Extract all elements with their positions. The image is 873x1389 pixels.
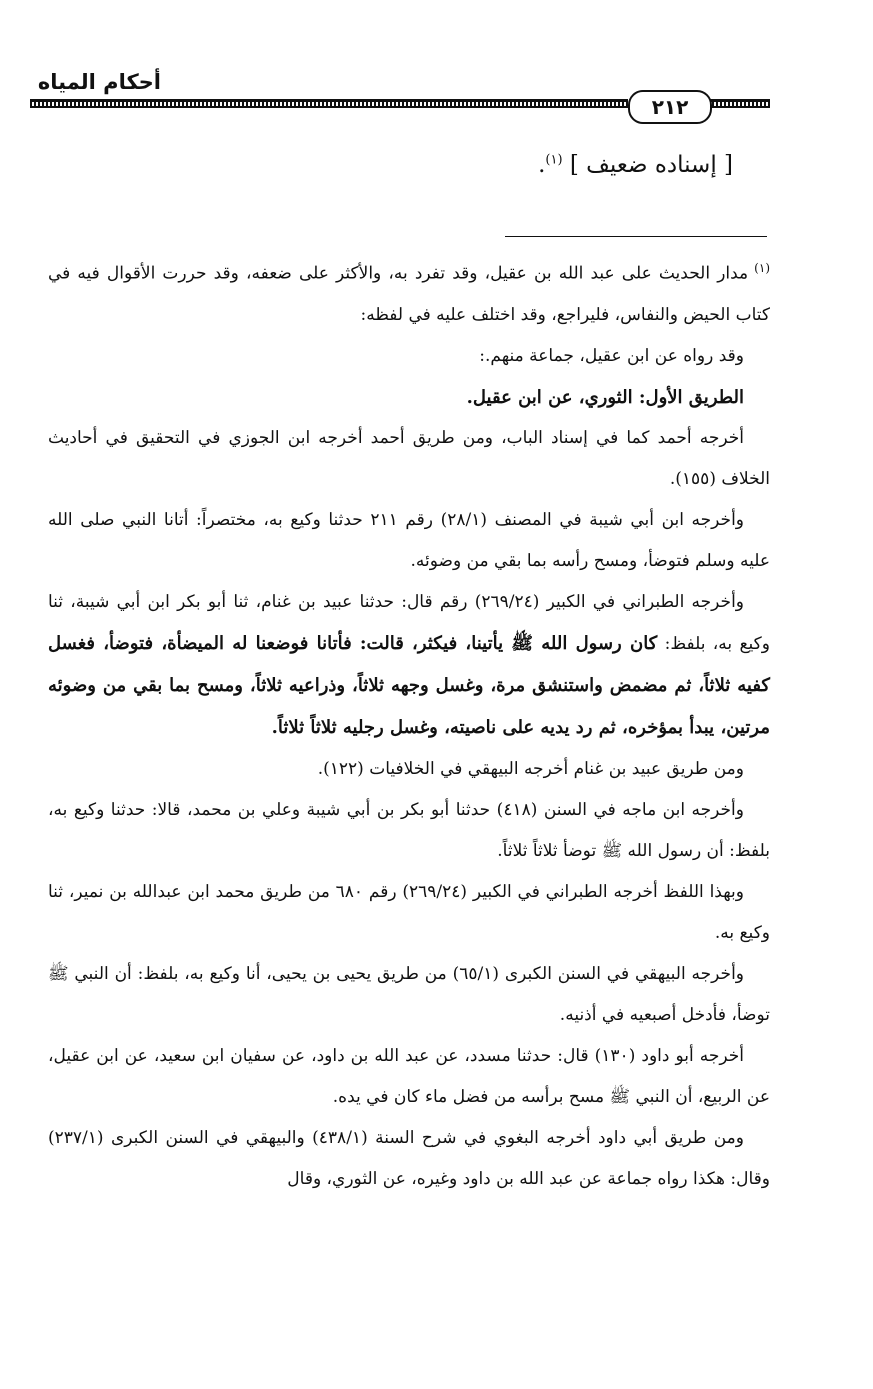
- footnote-text: مدار الحديث على عبد الله بن عقيل، وقد تفرد به، والأكثر على ضعفه، وقد حررت الأقوال فيه في كتاب الحيض والنفاس، فليراجع، وقد اختلف عليه في لفظه:: [48, 263, 770, 325]
- page-number-badge: [628, 90, 712, 124]
- footnote-paragraph: أخرجه أحمد كما في إسناد الباب، ومن طريق أحمد أخرجه ابن الجوزي في التحقيق في أحاديث الخلاف (١٥٥).: [48, 427, 770, 489]
- isnad-end: .: [538, 152, 546, 178]
- footnote-reference: (١): [545, 152, 563, 168]
- footnote-block: [48, 248, 770, 1200]
- page-number: ٢١٢: [651, 95, 689, 119]
- hadith-wording: كان رسول الله ﷺ يأتينا، فيكثر، قالت: فأتانا فوضعنا له الميضأة، فتوضأ، فغسل كفيه ثلاثاً، ثم مضمض واستنشق مرة، وغسل وجهه ثلاثاً، وذراعيه ثلاثاً، ومسح بما بقي من وضوئه مرتين، يبدأ بمؤخره، ثم رد يديه على ناصيته، وغسل رجليه ثلاثاً ثلاثاً.: [48, 632, 770, 738]
- footnote-paragraph: وأخرجه البيهقي في السنن الكبرى (٦٥/١) من طريق يحيى بن يحيى، أنا وكيع به، بلفظ: أن النبي ﷺ توضأ، فأدخل أصبعيه في أذنيه.: [48, 963, 770, 1025]
- footnote-marker: (١): [754, 261, 770, 275]
- footnote-paragraph: وأخرجه ابن ماجه في السنن (٤١٨) حدثنا أبو بكر بن أبي شيبة وعلي بن محمد، قالا: حدثنا وكيع به، بلفظ: أن رسول الله ﷺ توضأ ثلاثاً ثلاثاً.: [48, 799, 770, 861]
- section-heading: الطريق الأول: الثوري، عن ابن عقيل.: [466, 386, 744, 408]
- footnote-separator: [505, 236, 767, 237]
- footnote-paragraph: [48, 248, 770, 336]
- header-rule-right: [708, 99, 770, 108]
- footnote-paragraph: [48, 582, 770, 749]
- footnote-paragraph: ومن طريق عبيد بن غنام أخرجه البيهقي في الخلافيات (١٢٢).: [317, 758, 744, 779]
- footnote-text: وأخرجه الطبراني في الكبير (٢٦٩/٢٤) رقم قال: حدثنا عبيد بن غنام، ثنا أبو بكر ابن أبي شيبة، ثنا وكيع به، بلفظ:: [48, 591, 770, 654]
- footnote-paragraph: وقد رواه عن ابن عقيل، جماعة منهم.:: [479, 345, 744, 366]
- footnote-paragraph: وبهذا اللفظ أخرجه الطبراني في الكبير (٢٦٩/٢٤) رقم ٦٨٠ من طريق محمد ابن عبدالله بن نمير، ثنا وكيع به.: [48, 881, 770, 943]
- header-rule-left: [30, 99, 628, 108]
- isnad-grade-line: [538, 152, 733, 178]
- footnote-paragraph: وأخرجه ابن أبي شيبة في المصنف (٢٨/١) رقم ٢١١ حدثنا وكيع به، مختصراً: أتانا النبي صلى الله عليه وسلم فتوضأ، ومسح رأسه بما بقي من وضوئه.: [48, 509, 770, 571]
- book-title: أحكام المياه: [37, 70, 161, 94]
- isnad-text: [ إسناده ضعيف ]: [569, 152, 733, 178]
- footnote-paragraph: أخرجه أبو داود (١٣٠) قال: حدثنا مسدد، عن عبد الله بن داود، عن سفيان ابن سعيد، عن ابن عقيل، عن الربيع، أن النبي ﷺ مسح برأسه من فضل ماء كان في يده.: [48, 1045, 770, 1107]
- page-header: [0, 0, 873, 130]
- footnote-paragraph: ومن طريق أبي داود أخرجه البغوي في شرح السنة (٤٣٨/١) والبيهقي في السنن الكبرى (٢٣٧/١) وقال: هكذا رواه جماعة عن عبد الله بن داود وغيره، عن الثوري، وقال: [48, 1127, 770, 1189]
